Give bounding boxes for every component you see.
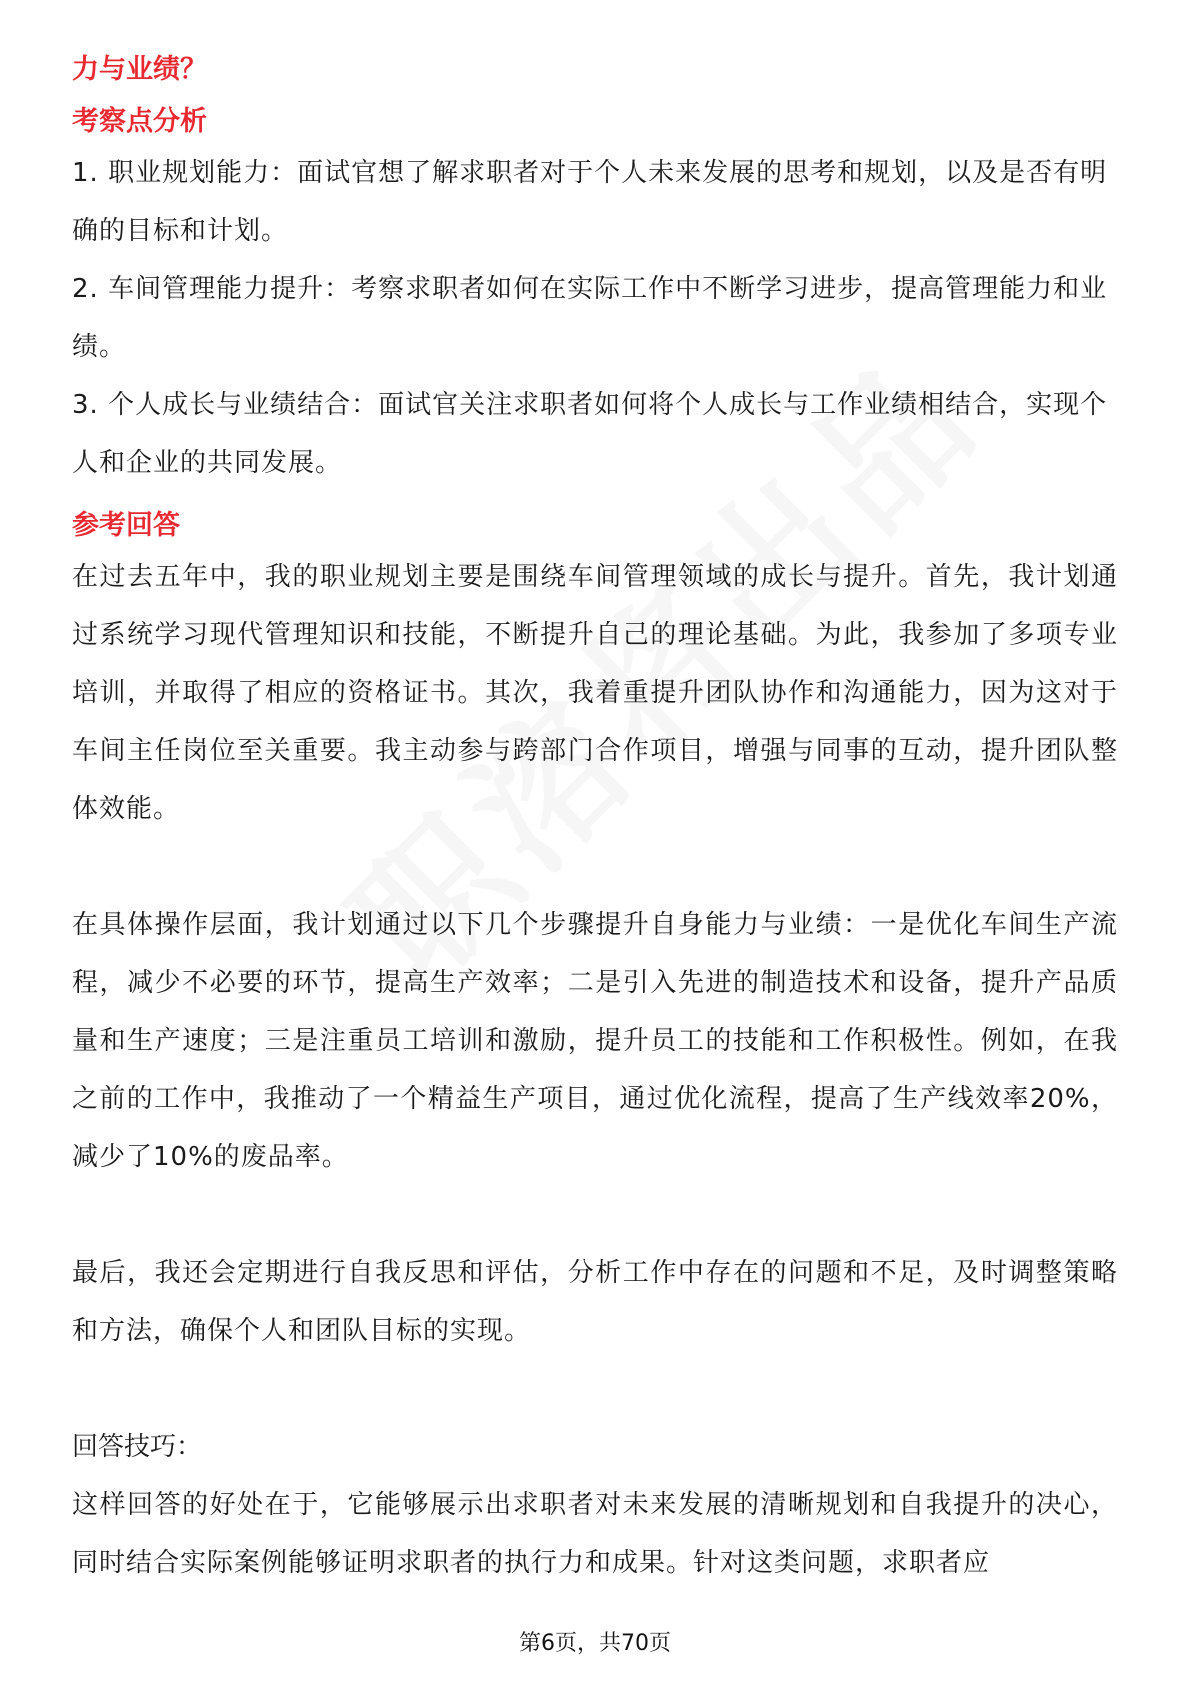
reference-heading: 参考回答 — [72, 510, 180, 541]
analysis-heading: 考察点分析 — [72, 106, 207, 137]
analysis-item: 1. 职业规划能力：面试官想了解求职者对于个人未来发展的思考和规划，以及是否有明确的目标和计划。 — [72, 158, 1108, 246]
paragraph-gap — [72, 1360, 1118, 1418]
paragraph-gap — [72, 1186, 1118, 1244]
reference-paragraph: 在过去五年中，我的职业规划主要是围绕车间管理领域的成长与提升。首先，我计划通过系统学习现代管理知识和技能，不断提升自己的理论基础。为此，我参加了多项专业培训，并取得了相应的资格证书。其次，我着重提升团队协作和沟通能力，因为这对于车间主任岗位至关重要。我主动参与跨部门合作项目，增强与同事的互动，提升团队整体效能。 — [72, 562, 1118, 824]
page-number: 第6页，共70页 — [519, 1631, 671, 1656]
reference-paragraph: 在具体操作层面，我计划通过以下几个步骤提升自身能力与业绩：一是优化车间生产流程，减少不必要的环节，提高生产效率；二是引入先进的制造技术和设备，提升产品质量和生产速度；三是注重员工培训和激励，提升员工的技能和工作积极性。例如，在我之前的工作中，我推动了一个精益生产项目，通过优化流程，提高了生产线效率20%，减少了10%的废品率。 — [72, 910, 1118, 1172]
tips-label: 回答技巧： — [72, 1432, 203, 1462]
analysis-item: 3. 个人成长与业绩结合：面试官关注求职者如何将个人成长与工作业绩相结合，实现个人和企业的共同发展。 — [72, 390, 1108, 478]
paragraph-gap — [72, 838, 1118, 896]
analysis-item: 2. 车间管理能力提升：考察求职者如何在实际工作中不断学习进步，提高管理能力和业绩。 — [72, 274, 1108, 362]
question-heading-tail: 力与业绩？ — [72, 54, 207, 85]
analysis-list — [72, 144, 1118, 492]
tips-text: 这样回答的好处在于，它能够展示出求职者对未来发展的清晰规划和自我提升的决心，同时结合实际案例能够证明求职者的执行力和成果。针对这类问题，求职者应 — [72, 1490, 1118, 1578]
reference-paragraph: 最后，我还会定期进行自我反思和评估，分析工作中存在的问题和不足，及时调整策略和方法，确保个人和团队目标的实现。 — [72, 1258, 1118, 1346]
page-content — [72, 48, 1118, 1592]
